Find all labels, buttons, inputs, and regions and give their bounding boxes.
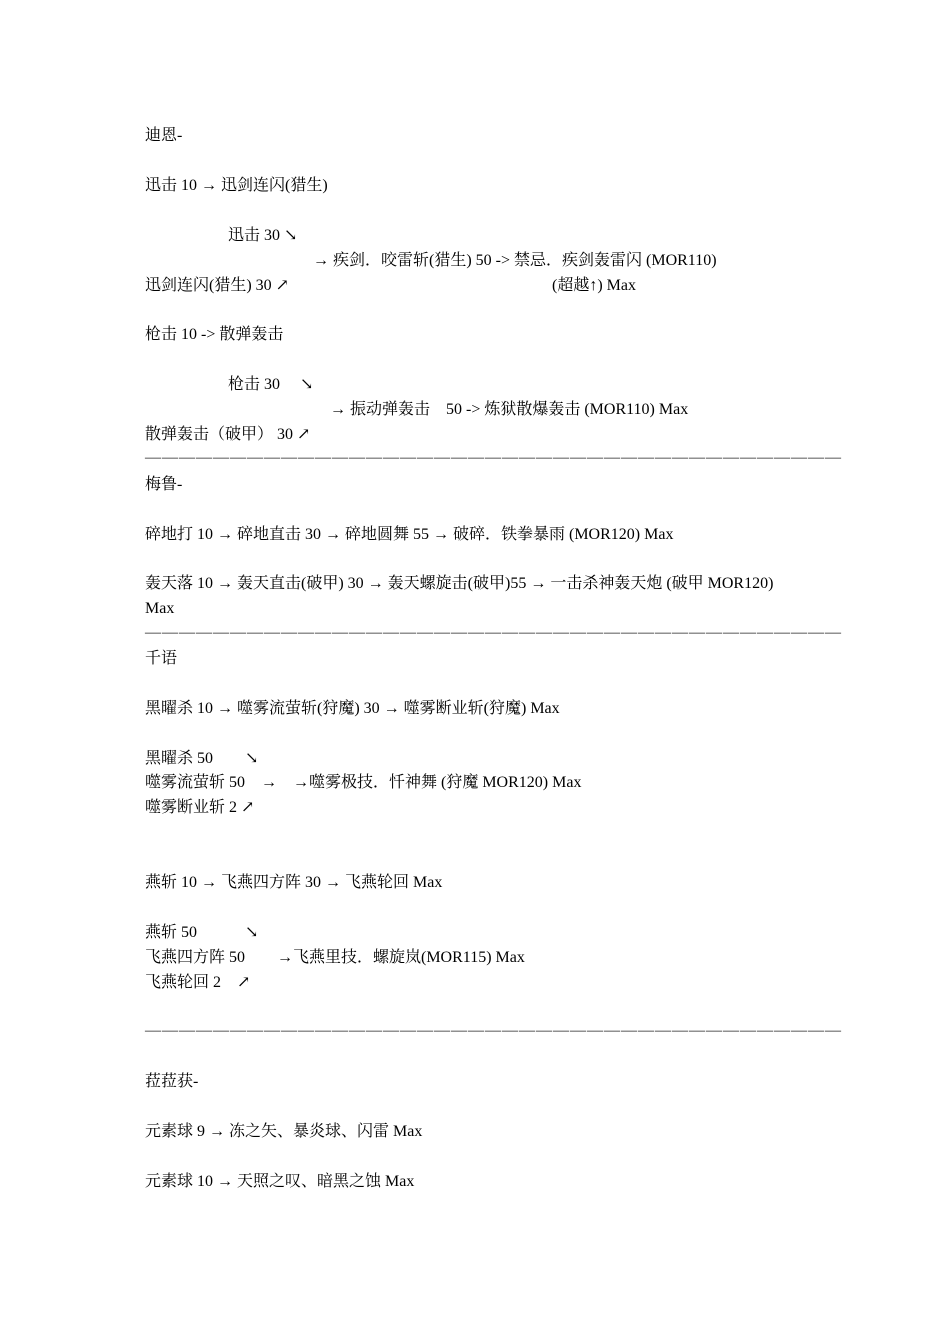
dean-combo2-top: 枪击 30 ↘ <box>228 376 314 393</box>
dean-combo2-bottom: 散弹轰击（破甲） 30 ↗ <box>145 426 311 443</box>
dean-combo2-mid: → 振动弹轰击 50 -> 炼狱散爆轰击 (MOR110) Max <box>330 401 689 418</box>
section-heading-yaya: 菈菈获- <box>145 1073 199 1090</box>
chiyu-line-1: 黑曜杀 10 → 噬雾流萤斩(狩魔) 30 → 噬雾断业斩(狩魔) Max <box>145 700 560 717</box>
meilu-line-2-cont: Max <box>145 600 175 617</box>
chiyu-combo2-mid: 飞燕四方阵 50 →飞燕里技．螺旋岚(MOR115) Max <box>145 949 525 966</box>
chiyu-combo1-top: 黑曜杀 50 ↘ <box>145 750 259 767</box>
dean-combo1-mid: → 疾剑．咬雷斩(猎生) 50 -> 禁忌．疾剑轰雷闪 (MOR110) <box>313 252 717 269</box>
dean-combo1-bottom: 迅剑连闪(猎生) 30 ↗ <box>145 277 290 294</box>
chiyu-combo1-bottom: 噬雾断业斩 2 ↗ <box>145 799 255 816</box>
separator-1: ————————————————————————————————————————— <box>145 449 842 466</box>
section-heading-chiyu: 千语 <box>145 650 178 667</box>
chiyu-combo1-mid: 噬雾流萤斩 50 → →噬雾极技．忏神舞 (狩魔 MOR120) Max <box>145 774 582 791</box>
chiyu-combo2-bottom: 飞燕轮回 2 ↗ <box>145 974 251 991</box>
separator-2: ————————————————————————————————————————— <box>145 624 842 641</box>
chiyu-line-2: 燕斩 10 → 飞燕四方阵 30 → 飞燕轮回 Max <box>145 874 443 891</box>
meilu-line-2: 轰天落 10 → 轰天直击(破甲) 30 → 轰天螺旋击(破甲)55 → 一击杀神轰天炮 (破甲 MOR120) <box>145 575 774 592</box>
section-heading-meilu: 梅鲁- <box>145 476 183 493</box>
yaya-line-2: 元素球 10 → 天照之叹、暗黑之蚀 Max <box>145 1173 415 1190</box>
dean-combo1-note: (超越↑) Max <box>552 277 636 294</box>
dean-line-1: 迅击 10 → 迅剑连闪(猎生) <box>145 177 328 194</box>
meilu-line-1: 碎地打 10 → 碎地直击 30 → 碎地圆舞 55 → 破碎．铁拳暴雨 (MOR120) Max <box>145 526 674 543</box>
dean-combo1-top: 迅击 30 ↘ <box>228 227 298 244</box>
chiyu-combo2-top: 燕斩 50 ↘ <box>145 924 259 941</box>
dean-line-2: 枪击 10 -> 散弹轰击 <box>145 326 284 343</box>
yaya-line-1: 元素球 9 → 冻之矢、暴炎球、闪雷 Max <box>145 1123 423 1140</box>
separator-3: ————————————————————————————————————————— <box>145 1022 842 1039</box>
section-heading-dean: 迪恩- <box>145 127 183 144</box>
